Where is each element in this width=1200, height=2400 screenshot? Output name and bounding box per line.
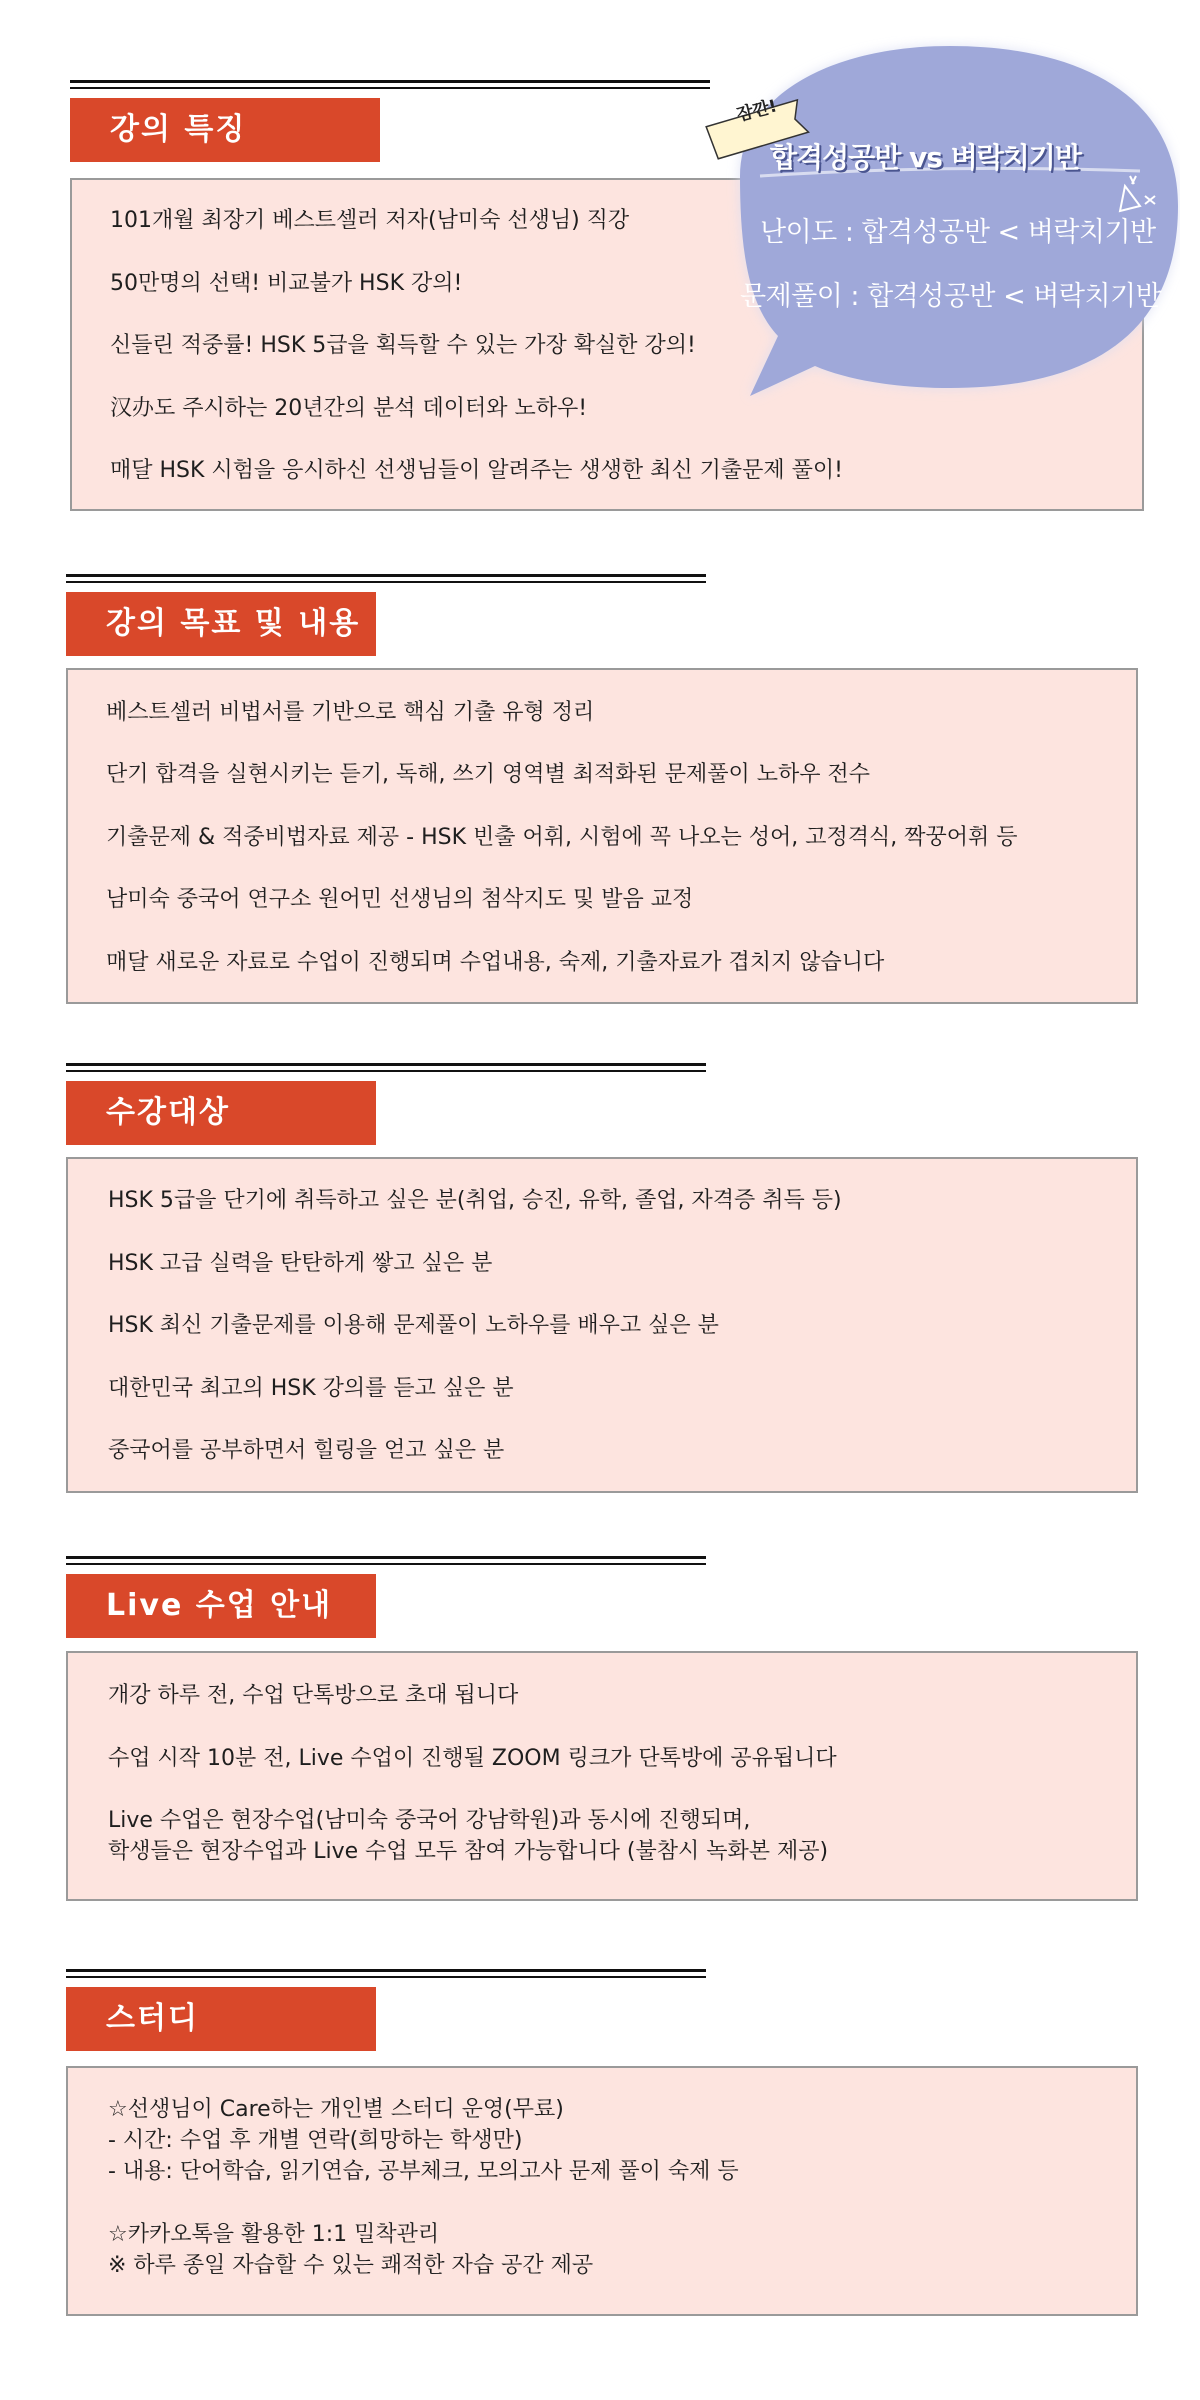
list-item: ※ 하루 종일 자습할 수 있는 쾌적한 자습 공간 제공 [108, 2253, 594, 2278]
content-box [66, 668, 1138, 1004]
list-item: 대한민국 최고의 HSK 강의를 듣고 싶은 분 [108, 1376, 514, 1401]
list-item: 매달 HSK 시험을 응시하신 선생님들이 알려주는 생생한 최신 기출문제 풀이! [110, 458, 844, 483]
list-item: 수업 시작 10분 전, Live 수업이 진행될 ZOOM 링크가 단톡방에 공유됩니다 [108, 1746, 837, 1771]
section-header [66, 574, 706, 674]
section-header [66, 1556, 706, 1656]
list-item: 신들린 적중률! HSK 5급을 획득할 수 있는 가장 확실한 강의! [110, 333, 696, 358]
section-header [66, 1063, 706, 1163]
section-title: Live 수업 안내 [66, 1574, 376, 1638]
list-item: 학생들은 현장수업과 Live 수업 모두 참여 가능합니다 (불참시 녹화본 제공) [108, 1839, 829, 1864]
section-title: 수강대상 [66, 1081, 376, 1145]
section-title: 강의 목표 및 내용 [66, 592, 376, 656]
comparison-bubble [700, 36, 1180, 406]
section-header [70, 80, 710, 180]
list-item: 단기 합격을 실현시키는 듣기, 독해, 쓰기 영역별 최적화된 문제풀이 노하우 전수 [106, 762, 870, 787]
list-item: - 내용: 단어학습, 읽기연습, 공부체크, 모의고사 문제 풀이 숙제 등 [108, 2159, 739, 2184]
section-title: 강의 특징 [70, 98, 380, 162]
list-item: HSK 최신 기출문제를 이용해 문제풀이 노하우를 배우고 싶은 분 [108, 1313, 719, 1338]
bubble-headline: 합격성공반 vs 벼락치기반 [770, 141, 1081, 174]
content-box [66, 1651, 1138, 1901]
list-item: ☆카카오톡을 활용한 1:1 밀착관리 [108, 2222, 440, 2247]
section-title: 스터디 [66, 1987, 376, 2051]
content-box [66, 1157, 1138, 1493]
list-item: - 시간: 수업 후 개별 연락(희망하는 학생만) [108, 2128, 523, 2153]
list-item: Live 수업은 현장수업(남미숙 중국어 강남학원)과 동시에 진행되며, [108, 1808, 751, 1833]
section-header [66, 1969, 706, 2069]
bubble-tag: 잠깐! [734, 96, 780, 126]
list-item: 남미숙 중국어 연구소 원어민 선생님의 첨삭지도 및 발음 교정 [106, 887, 694, 912]
list-item: 汉办도 주시하는 20년간의 분석 데이터와 노하우! [110, 396, 588, 421]
bubble-line-problems: 문제풀이 : 합격성공반 < 벼락치기반 [740, 281, 1162, 312]
list-item: 중국어를 공부하면서 힐링을 얻고 싶은 분 [108, 1438, 505, 1463]
list-item: 50만명의 선택! 비교불가 HSK 강의! [110, 271, 463, 296]
content-box [66, 2066, 1138, 2316]
list-item: HSK 5급을 단기에 취득하고 싶은 분(취업, 승진, 유학, 졸업, 자격증 취득 등) [108, 1188, 842, 1213]
bubble-line-difficulty: 난이도 : 합격성공반 < 벼락치기반 [760, 217, 1156, 248]
list-item: 개강 하루 전, 수업 단톡방으로 초대 됩니다 [108, 1683, 519, 1708]
list-item: 기출문제 & 적중비법자료 제공 - HSK 빈출 어휘, 시험에 꼭 나오는 성어, 고정격식, 짝꿍어휘 등 [106, 825, 1018, 850]
list-item: HSK 고급 실력을 탄탄하게 쌓고 싶은 분 [108, 1251, 493, 1276]
list-item: 101개월 최장기 베스트셀러 저자(남미숙 선생님) 직강 [110, 208, 630, 233]
list-item: ☆선생님이 Care하는 개인별 스터디 운영(무료) [108, 2097, 564, 2122]
list-item: 베스트셀러 비법서를 기반으로 핵심 기출 유형 정리 [106, 700, 595, 725]
list-item: 매달 새로운 자료로 수업이 진행되며 수업내용, 숙제, 기출자료가 겹치지 않습니다 [106, 950, 885, 975]
